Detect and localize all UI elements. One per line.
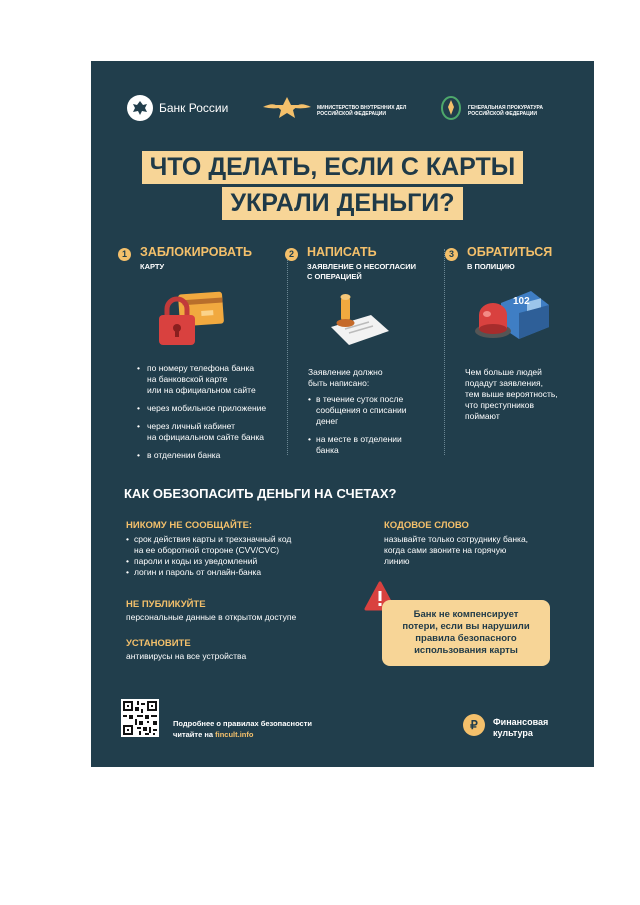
list-item bbox=[126, 534, 291, 556]
main-title bbox=[91, 151, 594, 220]
text-line: линию bbox=[384, 556, 410, 566]
step-title-1: ЗАБЛОКИРОВАТЬ bbox=[140, 245, 252, 259]
bank-russia-logo bbox=[127, 95, 228, 121]
poster bbox=[91, 61, 594, 767]
item-line: на официальном сайте банка bbox=[147, 432, 264, 442]
fincult-link[interactable]: fincult.info bbox=[215, 730, 254, 739]
item-line: • на месте в отделении bbox=[316, 434, 402, 444]
item-line: • через мобильное приложение bbox=[147, 403, 267, 413]
stamp-document-icon bbox=[323, 293, 393, 354]
text-line: что преступников bbox=[465, 400, 534, 410]
mvd-logo bbox=[263, 95, 406, 126]
list-item bbox=[137, 403, 266, 414]
install-heading: УСТАНОВИТЕ bbox=[126, 638, 191, 649]
install-text: антивирусы на все устройства bbox=[126, 651, 247, 661]
warning-line: потери, если вы нарушили bbox=[402, 621, 530, 632]
list-item bbox=[137, 421, 266, 443]
mvd-name bbox=[317, 105, 406, 117]
divider bbox=[287, 249, 288, 455]
eagle-icon bbox=[127, 95, 153, 121]
prok-name-line1: ГЕНЕРАЛЬНАЯ ПРОКУРАТУРА bbox=[468, 104, 543, 111]
fin-line1: Финансовая bbox=[493, 717, 549, 727]
footer-line2-text: читайте на bbox=[173, 730, 216, 739]
item-line: банка bbox=[316, 445, 339, 455]
item-line: • в отделении банка bbox=[147, 450, 221, 460]
bank-russia-name: Банк России bbox=[159, 101, 229, 115]
text-line: подадут заявления, bbox=[465, 378, 543, 388]
text-line: тем выше вероятность, bbox=[465, 389, 558, 399]
text-line: Чем больше людей bbox=[465, 367, 542, 377]
codeword-heading: КОДОВОЕ СЛОВО bbox=[384, 520, 469, 531]
mvd-name-line2: РОССИЙСКОЙ ФЕДЕРАЦИИ bbox=[317, 110, 386, 117]
prosecutor-emblem-icon bbox=[440, 95, 462, 126]
police-number-badge: 102 bbox=[513, 296, 530, 307]
item-line: • логин и пароль от онлайн-банка bbox=[134, 567, 262, 577]
step-sub-2 bbox=[307, 262, 416, 282]
police-siren-icon bbox=[471, 287, 551, 352]
step-body-2 bbox=[308, 367, 407, 463]
text-line: поймают bbox=[465, 411, 500, 421]
warning-box bbox=[382, 600, 550, 666]
qr-code[interactable] bbox=[121, 699, 159, 737]
item-line: денег bbox=[316, 416, 339, 426]
step-number-1: 1 bbox=[118, 248, 131, 261]
header-logos bbox=[91, 93, 594, 123]
prosecutor-logo bbox=[440, 95, 543, 126]
publish-heading: НЕ ПУБЛИКУЙТЕ bbox=[126, 599, 206, 610]
item-line: • пароли и коды из уведомлений bbox=[134, 556, 258, 566]
list-item bbox=[137, 363, 266, 396]
intro-line: Заявление должно bbox=[308, 367, 383, 377]
step-sub-2-line1: ЗАЯВЛЕНИЕ О НЕСОГЛАСИИ bbox=[307, 262, 417, 271]
intro-line: быть написано: bbox=[308, 378, 370, 388]
item-line: сообщения о списании bbox=[316, 405, 407, 415]
list-item bbox=[308, 434, 407, 456]
list-item bbox=[126, 556, 291, 567]
text-line: называйте только сотруднику банка, bbox=[384, 534, 529, 544]
mvd-emblem-icon bbox=[263, 95, 311, 126]
publish-text: персональные данные в открытом доступе bbox=[126, 612, 297, 622]
item-line: • через личный кабинет bbox=[147, 421, 236, 431]
prok-name-line2: РОССИЙСКОЙ ФЕДЕРАЦИИ bbox=[468, 110, 537, 117]
item-line: или на официальном сайте bbox=[147, 385, 256, 395]
tell-list bbox=[126, 534, 291, 578]
title-line-2: УКРАЛИ ДЕНЬГИ? bbox=[222, 187, 462, 220]
step-title-3: ОБРАТИТЬСЯ bbox=[467, 245, 553, 259]
item-line: на ее оборотной стороне (CVV/CVC) bbox=[134, 545, 280, 555]
step-title-2: НАПИСАТЬ bbox=[307, 245, 377, 259]
divider bbox=[444, 249, 445, 455]
step-number-2: 2 bbox=[285, 248, 298, 261]
item-line: • по номеру телефона банка bbox=[147, 363, 255, 373]
ruble-icon: ₽ bbox=[463, 714, 485, 736]
footer-line2 bbox=[173, 729, 312, 740]
step-body-1 bbox=[137, 363, 266, 468]
title-line-1: ЧТО ДЕЛАТЬ, ЕСЛИ С КАРТЫ bbox=[142, 151, 524, 184]
footer-line1: Подробнее о правилах безопасности bbox=[173, 719, 313, 728]
step-sub-1 bbox=[140, 262, 164, 272]
prosecutor-name bbox=[468, 105, 543, 117]
tell-heading: НИКОМУ НЕ СООБЩАЙТЕ: bbox=[126, 520, 253, 531]
mvd-name-line1: МИНИСТЕРСТВО ВНУТРЕННИХ ДЕЛ bbox=[317, 104, 407, 111]
list-item bbox=[126, 567, 291, 578]
warning-line: правила безопасного bbox=[415, 633, 517, 644]
list-item bbox=[137, 450, 266, 461]
warning-line: использования карты bbox=[414, 645, 518, 656]
step-sub-1-line1: КАРТУ bbox=[140, 262, 165, 271]
fin-line2: культура bbox=[493, 728, 533, 738]
step-number-3: 3 bbox=[445, 248, 458, 261]
footer-text bbox=[173, 718, 312, 740]
step-sub-3 bbox=[467, 262, 515, 272]
step-sub-3-line1: В ПОЛИЦИЮ bbox=[467, 262, 515, 271]
item-line: • срок действия карты и трехзначный код bbox=[134, 534, 292, 544]
step-sub-2-line2: С ОПЕРАЦИЕЙ bbox=[307, 272, 362, 281]
card-lock-icon bbox=[153, 289, 225, 356]
section-title: КАК ОБЕЗОПАСИТЬ ДЕНЬГИ НА СЧЕТАХ? bbox=[124, 486, 397, 501]
list-item bbox=[308, 394, 407, 427]
warning-line: Банк не компенсирует bbox=[413, 609, 519, 620]
item-line: • в течение суток после bbox=[316, 394, 404, 404]
item-line: на банковской карте bbox=[147, 374, 228, 384]
step-body-3 bbox=[465, 367, 558, 422]
fin-culture-label bbox=[493, 717, 548, 739]
codeword-text bbox=[384, 534, 528, 567]
text-line: когда сами звоните на горячую bbox=[384, 545, 507, 555]
